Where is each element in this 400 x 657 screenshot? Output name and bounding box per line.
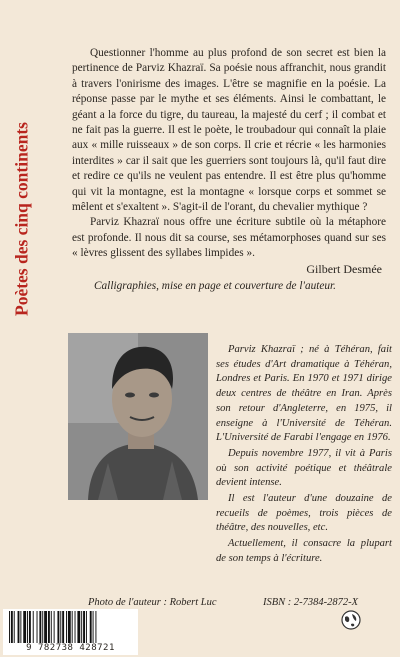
barcode-bar: [62, 611, 64, 643]
author-photo: [68, 333, 208, 500]
barcode-bar: [81, 611, 82, 643]
barcode-number: 9 782738 428721: [26, 643, 115, 653]
barcode-bars: [3, 609, 138, 645]
barcode-bar: [33, 611, 34, 643]
barcode-bar: [27, 611, 28, 643]
barcode-bar: [9, 611, 10, 643]
bio-paragraph: Depuis novembre 1977, il vit à Paris où son activité poétique et théâtrale devient intense.: [216, 447, 392, 489]
barcode-bar: [77, 611, 80, 643]
barcode-bar: [29, 611, 31, 643]
barcode-bar: [68, 611, 71, 643]
quote-paragraph: Questionner l'homme au plus profond de son secret est bien la pertinence de Parviz Khazraï. Sa poésie nous affranchit, nous grandit à travers l'onirisme des images. L'être se magnifie en la poésie. La réponse passe par le mythe et ses éléments. Ainsi le combattant, le géant a la force du tigre, du taureau, la majesté du cerf ; il combat et ne fait pas la guerre. Il est le poète, le troubadour qui connaît la plaie aux « mille ruisseaux » de son corps. Il crie et récrie « les harmonies interdites » car il sait que les guerriers sont toujours là, qu'il faut dire et redire ce qu'ils ne veulent pas entendre. Il est être plus qu'homme qui vit la montagne, est la montagne « lorsque corps et sommet se mêlent et s'exaltent ». S'agit-il de l'orant, du chevalier mythique ?: [72, 47, 386, 214]
barcode-bar: [39, 611, 41, 643]
barcode-bar: [83, 611, 85, 643]
bio-paragraph: Actuellement, il consacre la plupart de son temps à l'écriture.: [216, 538, 392, 564]
barcode-bar: [54, 611, 55, 643]
back-cover-quote: [72, 46, 386, 262]
barcode-bar: [72, 611, 73, 643]
barcode-bar: [51, 611, 52, 643]
barcode-bar: [23, 611, 26, 643]
barcode-bar: [75, 611, 76, 643]
barcode-bar: [48, 611, 50, 643]
author-biography: [216, 343, 392, 568]
quote-paragraph: Parviz Khazraï nous offre une écriture subtile où la métaphore est profonde. Il nous dit sa course, ses métamorphoses quand sur ses « lèvres glissent des syllabes limpides ».: [72, 216, 386, 260]
publisher-globe-icon: [341, 610, 361, 630]
barcode-bar: [44, 611, 47, 643]
barcode-bar: [90, 611, 92, 643]
credits-line: Calligraphies, mise en page et couverture de l'auteur.: [94, 280, 337, 292]
barcode-bar: [60, 611, 61, 643]
author-portrait-illustration: [68, 333, 208, 500]
barcode-bar: [14, 611, 15, 643]
barcode-bar: [11, 611, 13, 643]
barcode-bar: [18, 611, 20, 643]
barcode-bar: [95, 611, 96, 643]
barcode-bar: [20, 611, 21, 643]
bio-paragraph: Parviz Khazraï ; né à Téhéran, fait ses études d'Art dramatique à Téhéran, Londres et Paris. En 1970 et 1971 dirige deux centres de théâtre en Iran. Après son retour d'Angleterre, en 1975, il enseigne à l'Université de Téhéran. L'Université de Farabi l'engage en 1976.: [216, 344, 392, 444]
barcode-bar: [86, 611, 87, 643]
barcode-bar: [37, 611, 38, 643]
barcode-bar: [57, 611, 59, 643]
barcode: [3, 609, 138, 655]
barcode-bar: [93, 611, 94, 643]
barcode-bar: [66, 611, 67, 643]
bio-paragraph: Il est l'auteur d'une douzaine de recueils de poèmes, trois pièces de théâtre, des nouvelles, etc.: [216, 493, 392, 534]
series-title: Poètes des cinq continents: [11, 122, 32, 316]
isbn: ISBN : 2-7384-2872-X: [263, 597, 359, 608]
quote-signature: Gilbert Desmée: [306, 262, 382, 276]
photo-credit: Photo de l'auteur : Robert Luc: [88, 597, 217, 608]
barcode-bar: [42, 611, 43, 643]
